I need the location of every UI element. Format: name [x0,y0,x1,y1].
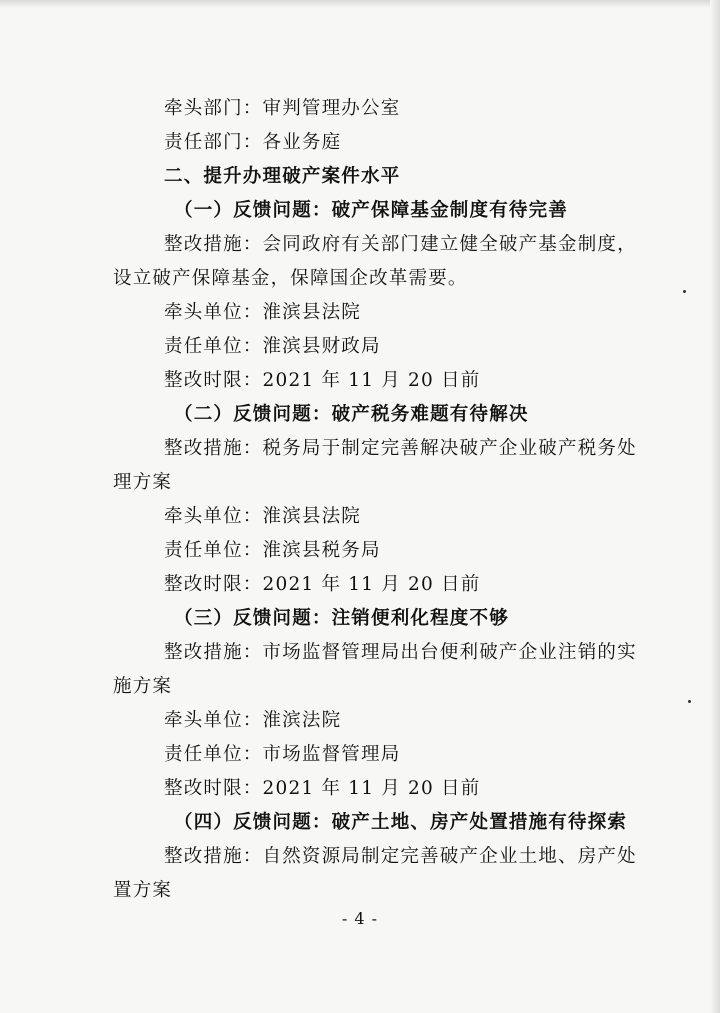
sub-heading: （二）反馈问题：破产税务难题有待解决 [174,404,529,425]
text-line: 责任部门：各业务庭 [164,132,342,153]
page-number: - 4 - [341,909,379,928]
text-line: 责任单位：淮滨县财政局 [164,336,381,357]
text-line: 整改时限：2021 年 11 月 20 日前 [164,574,481,595]
text-line: 整改措施：会同政府有关部门建立健全破产基金制度， [164,234,637,255]
text-line: 牵头部门：审判管理办公室 [164,98,401,119]
text-line: 设立破产保障基金，保障国企改革需要。 [113,268,468,289]
text-line: 施方案 [113,676,173,697]
text-line: 整改措施：市场监督管理局出台便利破产企业注销的实 [164,642,637,663]
text-line: 整改时限：2021 年 11 月 20 日前 [164,370,481,391]
text-line: 整改措施：自然资源局制定完善破产企业土地、房产处 [164,846,637,867]
text-line: 责任单位：市场监督管理局 [164,744,401,765]
text-line: 整改时限：2021 年 11 月 20 日前 [164,778,481,799]
sub-heading: （三）反馈问题：注销便利化程度不够 [174,608,509,629]
text-line: 牵头单位：淮滨法院 [164,710,342,731]
text-line: 责任单位：淮滨县税务局 [164,540,381,561]
sub-heading: （四）反馈问题：破产土地、房产处置措施有待探索 [174,812,628,833]
text-line: 理方案 [113,472,173,493]
section-heading: 二、提升办理破产案件水平 [164,166,401,187]
scan-edge-top [0,0,720,8]
text-line: 牵头单位：淮滨县法院 [164,302,362,323]
scan-speck [688,700,691,703]
text-line: 整改措施：税务局于制定完善解决破产企业破产税务处 [164,438,637,459]
sub-heading: （一）反馈问题：破产保障基金制度有待完善 [174,200,569,221]
text-line: 牵头单位：淮滨县法院 [164,506,362,527]
text-line: 置方案 [113,880,173,901]
